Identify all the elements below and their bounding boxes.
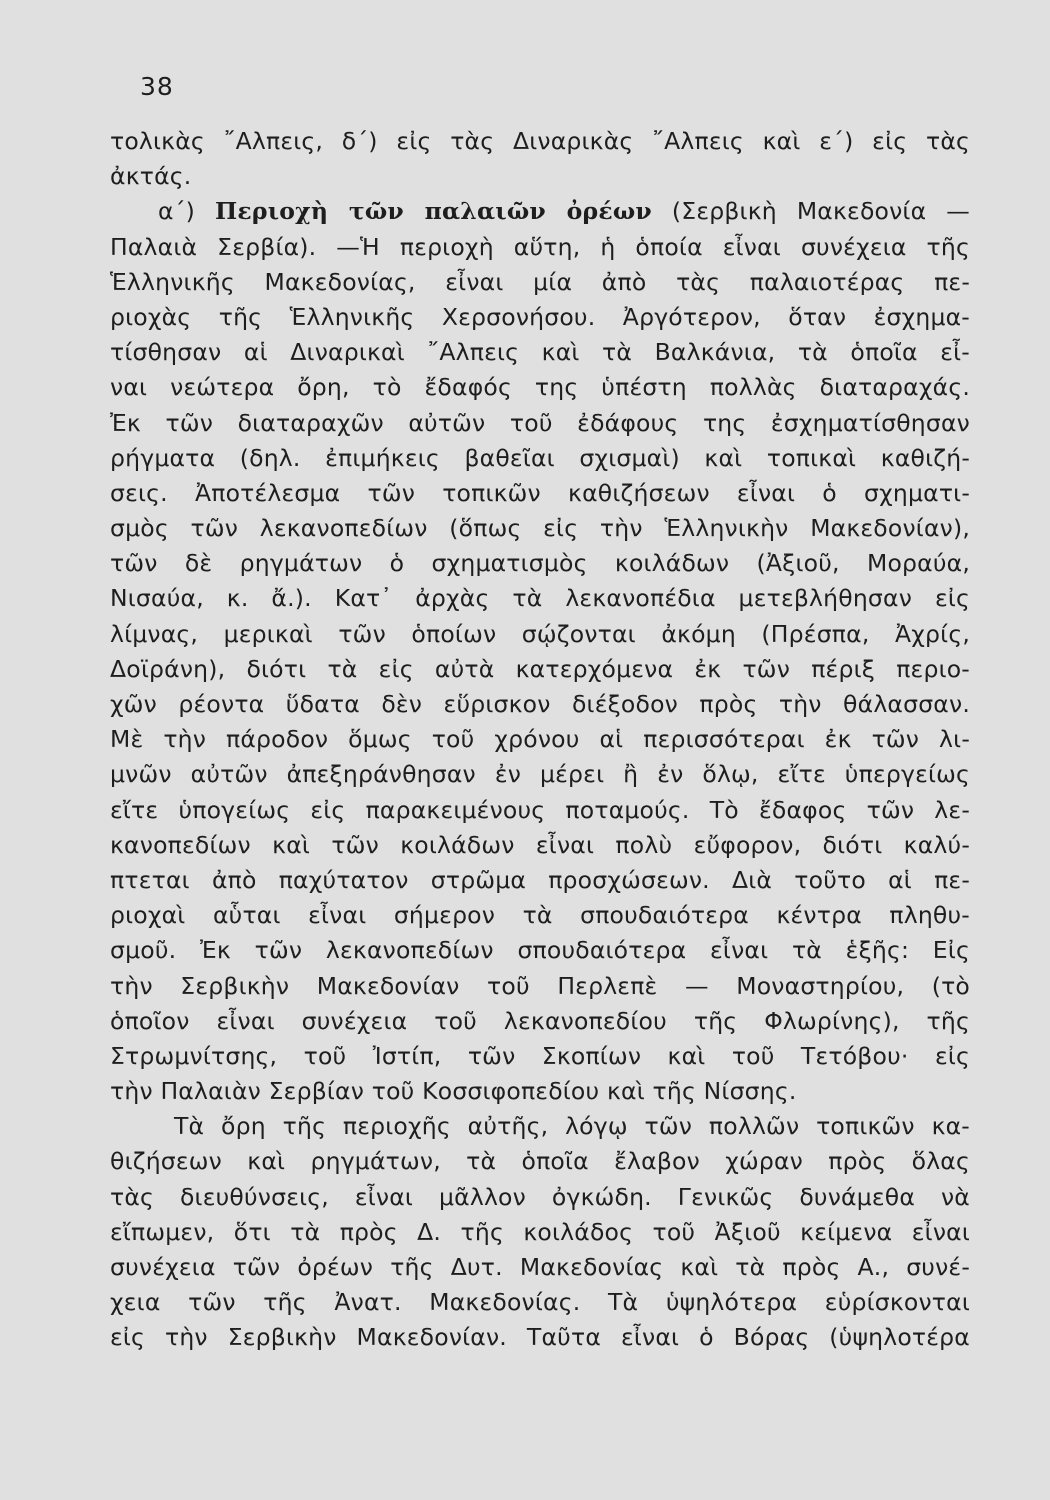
- text-line: Ἐκ τῶν διαταραχῶν αὐτῶν τοῦ ἐδάφους της ἐσχηματίσθησαν: [110, 408, 970, 437]
- body-text: [110, 124, 970, 1356]
- text-line: Στρωμνίτσης, τοῦ Ἰστίπ, τῶν Σκοπίων καὶ τοῦ Τετόβου· εἰς: [110, 1041, 970, 1070]
- text-line: τὰς διευθύνσεις, εἶναι μᾶλλον ὀγκώδη. Γενικῶς δυνάμεθα νὰ: [110, 1182, 970, 1211]
- text-line: Νισαύα, κ. ἄ.). Κατ᾽ ἀρχὰς τὰ λεκανοπέδια μετεβλήθησαν εἰς: [110, 584, 970, 613]
- text-line: εἰς τὴν Σερβικὴν Μακεδονίαν. Ταῦτα εἶναι ὁ Βόρας (ὑψηλοτέρα: [110, 1323, 970, 1352]
- section-heading-suffix: (Σερβικὴ Μακεδονία —: [651, 197, 970, 226]
- text-line: ὁποῖον εἶναι συνέχεια τοῦ λεκανοπεδίου τῆς Φλωρίνης), τῆς: [110, 1006, 970, 1035]
- text-line: Ἑλληνικῆς Μακεδονίας, εἶναι μία ἀπὸ τὰς παλαιοτέρας πε-: [110, 267, 970, 296]
- text-line: χῶν ρέοντα ὕδατα δὲν εὕρισκον διέξοδον πρὸς τὴν θάλασσαν.: [110, 690, 970, 718]
- text-line: Παλαιὰ Σερβία). —Ἡ περιοχὴ αὕτη, ἡ ὁποία εἶναι συνέχεια τῆς: [110, 232, 970, 261]
- text-line: ναι νεώτερα ὄρη, τὸ ἔδαφός της ὑπέστη πολλὰς διαταραχάς.: [110, 373, 970, 402]
- text-line: μνῶν αὐτῶν ἀπεξηράνθησαν ἐν μέρει ἢ ἐν ὅλῳ, εἴτε ὑπεργείως: [110, 760, 970, 789]
- text-line: Δοϊράνη), διότι τὰ εἰς αὐτὰ κατερχόμενα ἐκ τῶν πέριξ περιο-: [110, 654, 970, 683]
- text-line: πτεται ἀπὸ παχύτατον στρῶμα προσχώσεων. Διὰ τοῦτο αἱ πε-: [110, 865, 970, 894]
- text-line: σμὸς τῶν λεκανοπεδίων (ὅπως εἰς τὴν Ἑλληνικὴν Μακεδονίαν),: [110, 514, 970, 543]
- text-line: σεις. Ἀποτέλεσμα τῶν τοπικῶν καθιζήσεων εἶναι ὁ σχηματι-: [110, 478, 970, 507]
- text-line: τὴν Παλαιὰν Σερβίαν τοῦ Κοσσιφοπεδίου καὶ τῆς Νίσσης.: [110, 1077, 797, 1106]
- text-line: Τὰ ὄρη τῆς περιοχῆς αὐτῆς, λόγῳ τῶν πολλῶν τοπικῶν κα-: [174, 1112, 970, 1141]
- section-label: α΄): [158, 197, 216, 226]
- text-line: Μὲ τὴν πάροδον ὅμως τοῦ χρόνου αἱ περισσότεραι ἐκ τῶν λι-: [110, 725, 970, 754]
- text-line: ἀκτάς.: [110, 162, 192, 191]
- text-line: τολικὰς ῎Αλπεις, δ΄) εἰς τὰς Διναρικὰς ῎Αλπεις καὶ ε΄) εἰς τὰς: [110, 127, 970, 155]
- section-heading: Περιοχὴ τῶν παλαιῶν ὀρέων: [215, 197, 652, 226]
- text-line: τῶν δὲ ρηγμάτων ὁ σχηματισμὸς κοιλάδων (Ἀξιοῦ, Μοραύα,: [110, 549, 970, 578]
- text-line: χεια τῶν τῆς Ἀνατ. Μακεδονίας. Τὰ ὑψηλότερα εὑρίσκονται: [110, 1288, 970, 1317]
- text-line: τὴν Σερβικὴν Μακεδονίαν τοῦ Περλεπὲ — Μοναστηρίου, (τὸ: [110, 971, 970, 1000]
- text-line: ρήγματα (δηλ. ἐπιμήκεις βαθεῖαι σχισμαὶ) καὶ τοπικαὶ καθιζή-: [110, 443, 970, 472]
- page-number: 38: [140, 72, 174, 101]
- text-line: συνέχεια τῶν ὀρέων τῆς Δυτ. Μακεδονίας καὶ τὰ πρὸς Α., συνέ-: [110, 1253, 970, 1281]
- text-line: τίσθησαν αἱ Διναρικαὶ ῎Αλπεις καὶ τὰ Βαλκάνια, τὰ ὁποῖα εἶ-: [110, 338, 970, 367]
- text-line: ριοχαὶ αὗται εἶναι σήμερον τὰ σπουδαιότερα κέντρα πληθυ-: [110, 901, 970, 930]
- text-line: ριοχὰς τῆς Ἑλληνικῆς Χερσονήσου. Ἀργότερον, ὅταν ἐσχημα-: [110, 302, 970, 331]
- text-line: κανοπεδίων καὶ τῶν κοιλάδων εἶναι πολὺ εὔφορον, διότι καλύ-: [110, 830, 970, 859]
- text-line: [110, 194, 970, 229]
- text-line: σμοῦ. Ἐκ τῶν λεκανοπεδίων σπουδαιότερα εἶναι τὰ ἑξῆς: Εἰς: [110, 936, 970, 965]
- text-line: εἴτε ὑπογείως εἰς παρακειμένους ποταμούς. Τὸ ἔδαφος τῶν λε-: [110, 795, 970, 824]
- text-line: εἴπωμεν, ὅτι τὰ πρὸς Δ. τῆς κοιλάδος τοῦ Ἀξιοῦ κείμενα εἶναι: [110, 1217, 970, 1246]
- text-line: λίμνας, μερικαὶ τῶν ὁποίων σῴζονται ἀκόμη (Πρέσπα, Ἀχρίς,: [110, 619, 970, 648]
- text-line: θιζήσεων καὶ ρηγμάτων, τὰ ὁποῖα ἔλαβον χώραν πρὸς ὅλας: [110, 1147, 970, 1176]
